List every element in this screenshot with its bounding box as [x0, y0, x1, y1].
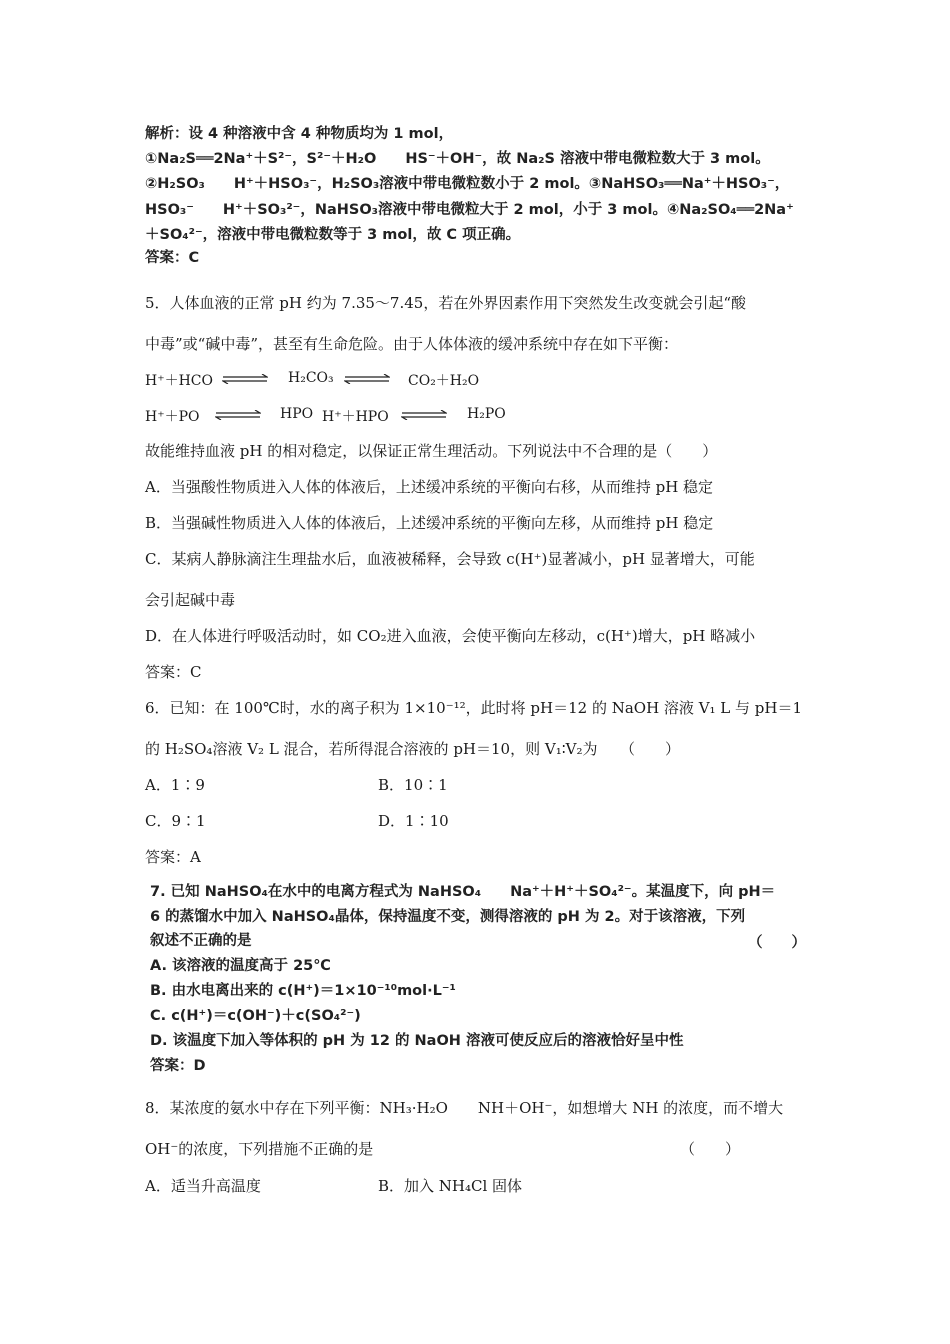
q5-option-b: B．当强碱性物质进入人体的体液后，上述缓冲系统的平衡向左移，从而维持 pH 稳定 — [145, 514, 714, 532]
eq2-term-1: H⁺＋PO — [145, 409, 200, 425]
q5-stem-line-1: 5．人体血液的正常 pH 约为 7.35～7.45，若在外界因素作用下突然发生改变就会引起“酸 — [145, 294, 746, 312]
q6-option-c: C．9∶1 — [145, 812, 206, 830]
q5-stem-line-3: 故能维持血液 pH 的相对稳定，以保证正常生理活动。下列说法中不合理的是（ ） — [145, 442, 718, 460]
answer-q6: 答案：A — [145, 848, 201, 866]
q5-option-c-line-2: 会引起碱中毒 — [145, 591, 236, 609]
analysis-line-1: 解析：设 4 种溶液中含 4 种物质均为 1 mol， — [145, 126, 454, 142]
q7-option-d: D. 该温度下加入等体积的 pH 为 12 的 NaOH 溶液可使反应后的溶液恰好呈中性 — [150, 1033, 684, 1049]
q5-option-c-line-1: C．某病人静脉滴注生理盐水后，血液被稀释，会导致 c(H⁺)显著减小，pH 显著增大，可能 — [145, 550, 755, 568]
q6-stem-line-2: 的 H₂SO₄溶液 V₂ L 混合，若所得混合溶液的 pH＝10，则 V₁∶V₂为 （ ） — [145, 740, 680, 758]
eq1-term-1: H⁺＋HCO — [145, 373, 213, 389]
answer-q7: 答案：D — [150, 1058, 206, 1074]
eq2-term-2: HPO — [280, 406, 314, 422]
equilibrium-arrow-icon — [215, 410, 261, 420]
q6-stem-line-1: 6．已知：在 100℃时，水的离子积为 1×10⁻¹²，此时将 pH＝12 的 NaOH 溶液 V₁ L 与 pH＝1 — [145, 699, 803, 717]
q7-option-c: C. c(H⁺)＝c(OH⁻)＋c(SO₄²⁻) — [150, 1008, 361, 1024]
q6-option-b: B．10∶1 — [378, 776, 448, 794]
eq1-term-3: CO₂＋H₂O — [408, 373, 480, 389]
q6-option-d: D．1∶10 — [378, 812, 449, 830]
q8-stem-line-1: 8．某浓度的氨水中存在下列平衡：NH₃·H₂O NH＋OH⁻，如想增大 NH 的浓度，而不增大 — [145, 1099, 784, 1117]
eq1-term-2: H₂CO₃ — [288, 370, 334, 386]
q7-stem-line-2: 6 的蒸馏水中加入 NaHSO₄晶体，保持温度不变，测得溶液的 pH 为 2。对于该溶液，下列 — [150, 909, 746, 925]
q7-option-a: A. 该溶液的温度高于 25℃ — [150, 958, 331, 974]
eq2-term-3: H⁺＋HPO — [322, 409, 389, 425]
q5-option-d: D．在人体进行呼吸活动时，如 CO₂进入血液，会使平衡向左移动，c(H⁺)增大，pH 略减小 — [145, 627, 756, 645]
analysis-line-3: ②H₂SO₃ H⁺＋HSO₃⁻，H₂SO₃溶液中带电微粒数小于 2 mol。③NaHSO₃══Na⁺＋HSO₃⁻， — [145, 176, 790, 192]
q8-stem-line-2: OH⁻的浓度，下列措施不正确的是 — [145, 1140, 374, 1158]
q7-option-b: B. 由水电离出来的 c(H⁺)＝1×10⁻¹⁰mol·L⁻¹ — [150, 983, 456, 999]
analysis-line-5: ＋SO₄²⁻，溶液中带电微粒数等于 3 mol，故 C 项正确。 — [145, 227, 521, 243]
q5-stem-line-2: 中毒”或“碱中毒”，甚至有生命危险。由于人体体液的缓冲系统中存在如下平衡： — [145, 335, 679, 353]
eq2-term-4: H₂PO — [467, 406, 506, 422]
equilibrium-arrow-icon — [222, 374, 268, 384]
answer-q4: 答案：C — [145, 250, 200, 266]
q5-option-a: A．当强酸性物质进入人体的体液后，上述缓冲系统的平衡向右移，从而维持 pH 稳定 — [145, 478, 714, 496]
equilibrium-arrow-icon — [344, 374, 390, 384]
analysis-line-2: ①Na₂S══2Na⁺＋S²⁻，S²⁻＋H₂O HS⁻＋OH⁻，故 Na₂S 溶液中带电微粒数大于 3 mol。 — [145, 151, 770, 167]
q6-option-a: A．1∶9 — [145, 776, 205, 794]
q8-option-a: A．适当升高温度 — [145, 1177, 261, 1195]
q7-stem-line-3: 叙述不正确的是 — [150, 933, 252, 949]
q7-stem-line-1: 7. 已知 NaHSO₄在水中的电离方程式为 NaHSO₄ Na⁺＋H⁺＋SO₄²⁻。某温度下，向 pH＝ — [150, 884, 776, 900]
answer-q5: 答案：C — [145, 663, 202, 681]
q8-option-b: B．加入 NH₄Cl 固体 — [378, 1177, 523, 1195]
q8-answer-paren: （ ） — [680, 1140, 741, 1158]
analysis-line-4: HSO₃⁻ H⁺＋SO₃²⁻，NaHSO₃溶液中带电微粒大于 2 mol，小于 3 mol。④Na₂SO₄══2Na⁺ — [145, 202, 794, 218]
q7-answer-paren: （ ） — [748, 935, 806, 951]
equilibrium-arrow-icon — [401, 410, 447, 420]
